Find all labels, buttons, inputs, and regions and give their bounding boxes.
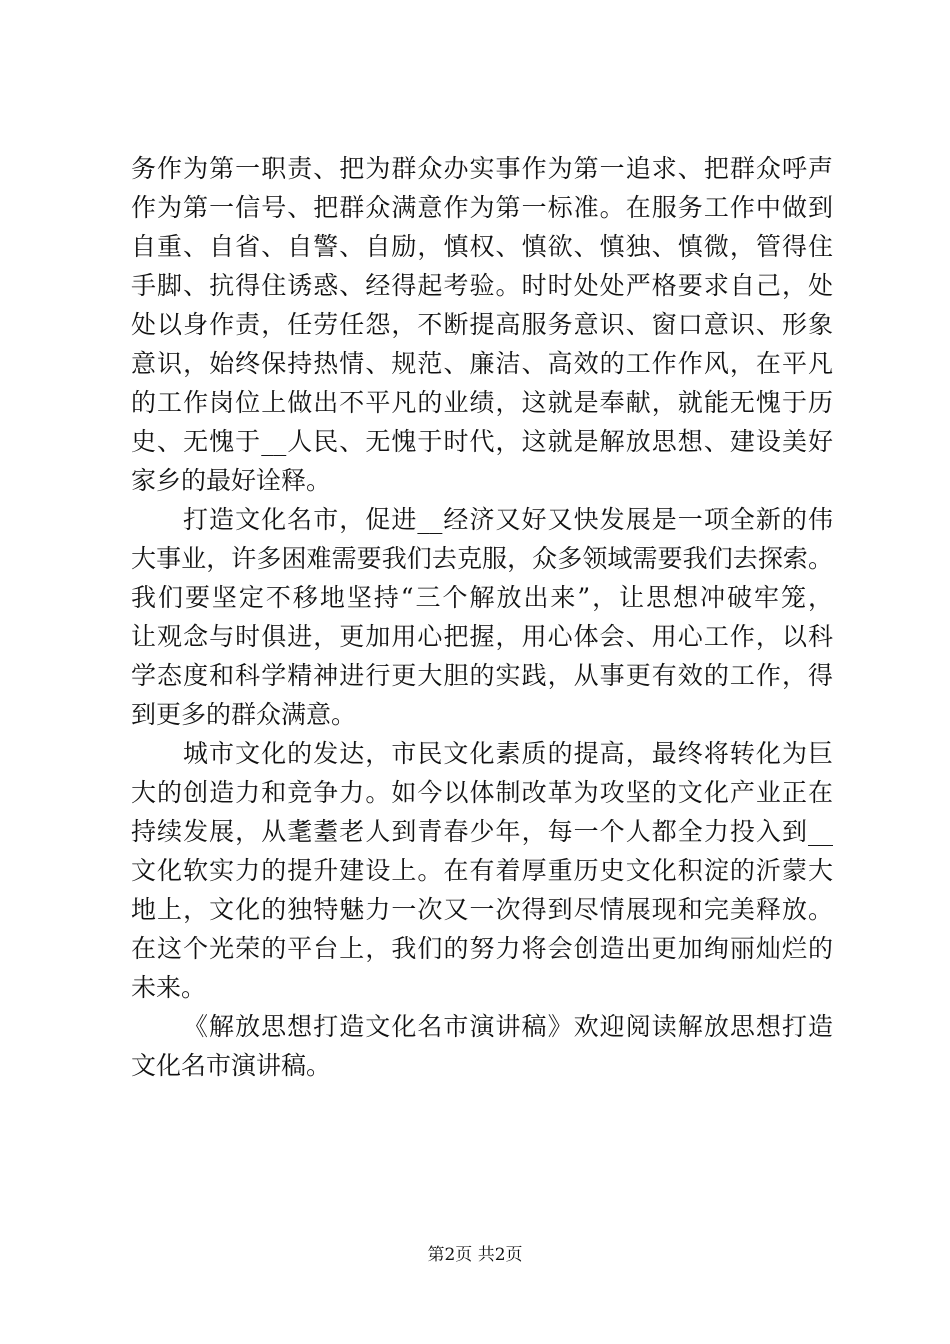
text-line: 史、无愧于__人民、无愧于时代，这就是解放思想、建设美好 bbox=[131, 427, 833, 456]
text-line: 让观念与时俱进，更加用心把握，用心体会、用心工作，以科 bbox=[131, 622, 833, 651]
page-footer: 第2页 共2页 bbox=[427, 1245, 523, 1265]
text-line: 大的创造力和竞争力。如今以体制改革为攻坚的文化产业正在 bbox=[131, 778, 833, 807]
text-line: 手脚、抗得住诱惑、经得起考验。时时处处严格要求自己，处 bbox=[131, 271, 833, 300]
paragraph bbox=[131, 734, 833, 1007]
text-line: 在这个光荣的平台上，我们的努力将会创造出更加绚丽灿烂的 bbox=[131, 934, 833, 963]
text-line: 城市文化的发达，市民文化素质的提高，最终将转化为巨 bbox=[183, 739, 833, 768]
text-line: 的工作岗位上做出不平凡的业绩，这就是奉献，就能无愧于历 bbox=[131, 388, 833, 417]
paragraph bbox=[131, 1007, 833, 1085]
text-line: 持续发展，从耄耋老人到青春少年，每一个人都全力投入到__ bbox=[131, 817, 833, 846]
text-line: 自重、自省、自警、自励，慎权、慎欲、慎独、慎微，管得住 bbox=[131, 232, 833, 261]
text-line: 《解放思想打造文化名市演讲稿》欢迎阅读解放思想打造 bbox=[183, 1012, 833, 1041]
text-line: 未来。 bbox=[131, 973, 207, 1002]
paragraph bbox=[131, 500, 833, 734]
text-line: 务作为第一职责、把为群众办实事作为第一追求、把群众呼声 bbox=[131, 154, 833, 183]
document-body bbox=[131, 149, 833, 1085]
text-line: 处以身作责，任劳任怨，不断提高服务意识、窗口意识、形象 bbox=[131, 310, 833, 339]
text-line: 作为第一信号、把群众满意作为第一标准。在服务工作中做到 bbox=[131, 193, 833, 222]
text-line: 意识，始终保持热情、规范、廉洁、高效的工作作风，在平凡 bbox=[131, 349, 833, 378]
text-line: 地上，文化的独特魅力一次又一次得到尽情展现和完美释放。 bbox=[131, 895, 833, 924]
text-line: 文化名市演讲稿。 bbox=[131, 1051, 332, 1080]
text-line: 家乡的最好诠释。 bbox=[131, 466, 332, 495]
text-line: 文化软实力的提升建设上。在有着厚重历史文化积淀的沂蒙大 bbox=[131, 856, 833, 885]
text-line: 学态度和科学精神进行更大胆的实践，从事更有效的工作，得 bbox=[131, 661, 833, 690]
text-line: 我们要坚定不移地坚持“三个解放出来”，让思想冲破牢笼， bbox=[131, 583, 833, 612]
text-line: 大事业，许多困难需要我们去克服，众多领域需要我们去探索。 bbox=[131, 544, 833, 573]
text-line: 到更多的群众满意。 bbox=[131, 700, 357, 729]
paragraph bbox=[131, 149, 833, 500]
text-line: 打造文化名市，促进__经济又好又快发展是一项全新的伟 bbox=[183, 505, 833, 534]
